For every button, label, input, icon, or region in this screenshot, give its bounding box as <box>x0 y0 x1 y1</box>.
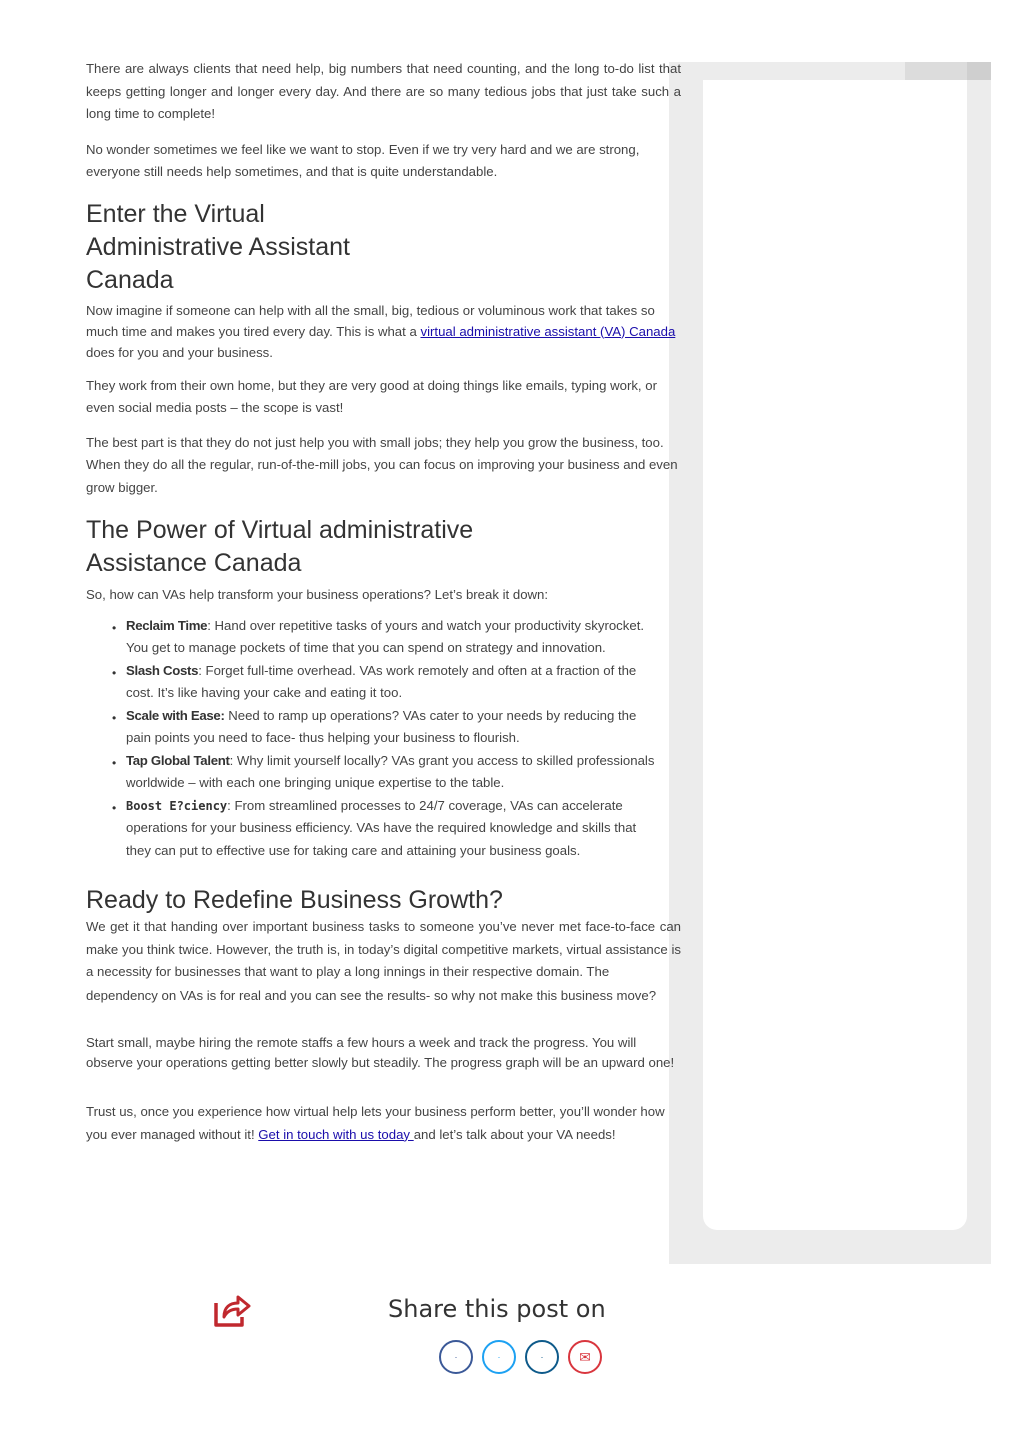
list-item <box>126 705 661 750</box>
section-heading-power-of-va <box>86 514 681 580</box>
section1-paragraph-1 <box>86 300 681 363</box>
list-item-text: : Why limit yourself locally? VAs grant you access to skilled professionals worldwide – with each one bringing unique expertise to the table. <box>126 752 655 790</box>
email-share-button[interactable] <box>568 1340 602 1374</box>
paragraph-text: does for you and your business. <box>86 344 273 360</box>
linkedin-share-button[interactable] <box>525 1340 559 1374</box>
heading-line: Enter the Virtual <box>86 199 265 228</box>
list-item-title: Scale with Ease: <box>126 707 225 723</box>
intro-paragraph-2: No wonder sometimes we feel like we want to stop. Even if we try very hard and we are strong, everyone still needs help sometimes, and that is quite understandable. <box>86 141 640 179</box>
share-title: Share this post on <box>388 1295 606 1323</box>
list-item-text: Need to ramp up operations? VAs cater to your needs by reducing the pain points you need to face- thus helping your business to flourish. <box>126 707 637 745</box>
list-item-title: Slash Costs <box>126 662 199 678</box>
list-item-title: Tap Global Talent <box>126 752 230 768</box>
twitter-icon: · <box>497 1352 501 1362</box>
heading-line: The Power of Virtual administrative <box>86 516 474 544</box>
list-item-title: Boost E?ciency <box>126 798 228 813</box>
linkedin-icon: · <box>540 1352 544 1362</box>
section3-paragraph-3 <box>86 1101 681 1146</box>
twitter-share-button[interactable] <box>482 1340 516 1374</box>
intro-paragraph-1: There are always clients that need help, big numbers that need counting, and the long to-do list that keeps getting longer and longer every day. And there are so many tedious jobs that just take such a long time to complete! <box>86 61 681 121</box>
section1-paragraph-2: They work from their own home, but they are very good at doing things like emails, typing work, or even social media posts – the scope is vast! <box>86 377 657 415</box>
section1-paragraph-3: The best part is that they do not just help you with small jobs; they help you grow the business, too. When they do all the regular, run-of-the-mill jobs, you can focus on improving your business and even grow bigger. <box>86 434 678 495</box>
list-item <box>126 660 661 705</box>
heading-line: Assistance Canada <box>86 549 302 577</box>
sidebar-panel <box>703 80 967 1230</box>
heading-line: Canada <box>86 265 174 294</box>
section3-paragraph-2: Start small, maybe hiring the remote staffs a few hours a week and track the progress. You will observe your operations getting better slowly but steadily. The progress graph will be an upward one! <box>86 1035 675 1070</box>
share-buttons <box>439 1340 602 1374</box>
list-item-title: Reclaim Time <box>126 617 208 633</box>
section-heading-ready: Ready to Redefine Business Growth? <box>86 886 503 914</box>
facebook-share-button[interactable] <box>439 1340 473 1374</box>
paragraph-text: and let’s talk about your VA needs! <box>413 1126 616 1142</box>
section3-paragraph-1b: dependency on VAs is for real and you can see the results- so why not make this business move? <box>86 987 657 1003</box>
section-heading-enter-va <box>86 198 681 297</box>
list-item-text: : From streamlined processes to 24/7 coverage, VAs can accelerate operations for your business efficiency. VAs have the required knowledge and skills that they can put to effective use for taking care and attaining your business goals. <box>126 797 637 858</box>
share-arrow-icon[interactable] <box>212 1293 252 1329</box>
paragraph-text: Trust us, once you experience how virtual help lets your business perform better, you’ll wonder how you ever managed without it! <box>86 1104 665 1142</box>
section3-paragraph-1: We get it that handing over important business tasks to someone you’ve never met face-to-face can make you think twice. However, the truth is, in today’s digital competitive markets, virtual assistance is a necessity for businesses that want to play a long innings in their respective domain. The <box>86 919 681 979</box>
heading-line: Administrative Assistant <box>86 232 350 261</box>
list-item <box>126 795 661 863</box>
sidebar-tab-accent <box>967 62 991 80</box>
list-item <box>126 615 661 660</box>
section2-intro: So, how can VAs help transform your business operations? Let’s break it down: <box>86 587 549 602</box>
benefits-list <box>86 615 661 863</box>
virtual-assistant-link[interactable]: virtual administrative assistant (VA) Canada <box>420 323 676 339</box>
facebook-icon: · <box>454 1352 458 1362</box>
article-body <box>86 58 681 1146</box>
paragraph-text: Now imagine if someone can help with all the small, big, tedious or voluminous work that takes so much time and makes you tired every day. This is what a <box>86 302 655 339</box>
contact-us-link[interactable]: Get in touch with us today <box>258 1126 414 1142</box>
list-item <box>126 750 661 795</box>
list-item-text: : Hand over repetitive tasks of yours and watch your productivity skyrocket. You get to manage pockets of time that you can spend on strategy and innovation. <box>126 617 645 655</box>
list-item-text: : Forget full-time overhead. VAs work remotely and often at a fraction of the cost. It’s like having your cake and eating it too. <box>126 662 637 700</box>
envelope-icon: ✉ <box>579 1348 591 1365</box>
